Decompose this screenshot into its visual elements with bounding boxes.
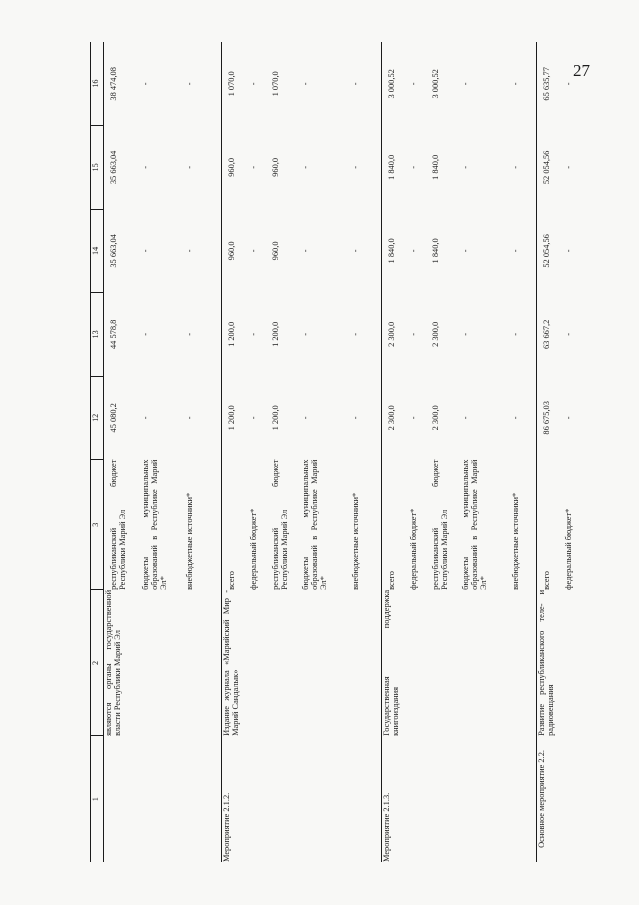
column-header: 13 — [91, 293, 104, 376]
amount-value: - — [408, 416, 418, 420]
amount-value: 1 840,0 — [430, 154, 440, 180]
amount-value: 65 635,77 — [542, 67, 551, 101]
amount-cell — [266, 126, 296, 210]
amount-value: 1 840,0 — [430, 238, 440, 264]
amount-value: - — [408, 332, 418, 336]
amount-cell — [456, 126, 506, 210]
amount-cell — [180, 126, 222, 210]
amount-cell — [537, 376, 559, 460]
amount-value: 2 300,0 — [430, 321, 440, 347]
amount-value: 2 300,0 — [387, 405, 396, 431]
amount-value: - — [300, 165, 310, 169]
amount-value: 1 200,0 — [227, 321, 236, 347]
amount-cell — [266, 293, 296, 376]
amount-cell — [346, 126, 382, 210]
amount-cell — [426, 209, 456, 293]
amount-cell — [537, 293, 559, 376]
amount-cell — [506, 126, 537, 210]
amount-value: 3 000,52 — [387, 69, 396, 99]
amount-cell — [559, 209, 607, 293]
amount-value: - — [184, 165, 194, 169]
amount-cell — [506, 293, 537, 376]
amount-value: - — [510, 165, 520, 169]
amount-cell — [382, 376, 404, 460]
funding-source: бюджеты муниципальных образований в Республике Марий Эл* — [140, 459, 169, 590]
amount-cell — [244, 209, 266, 293]
measure-code — [104, 736, 222, 862]
funding-source-cell — [104, 460, 136, 590]
amount-value: - — [350, 165, 360, 169]
column-header: 2 — [91, 590, 104, 736]
amount-cell — [222, 209, 244, 293]
amount-value: - — [300, 249, 310, 253]
funding-source: федеральный бюджет* — [408, 508, 418, 590]
amount-value: - — [300, 416, 310, 420]
amount-cell — [382, 209, 404, 293]
amount-cell — [104, 42, 136, 126]
amount-value: - — [300, 332, 310, 336]
column-header: 15 — [91, 126, 104, 210]
amount-cell — [266, 42, 296, 126]
amount-value: 44 578,8 — [109, 319, 118, 350]
amount-cell — [180, 42, 222, 126]
funding-source-cell — [180, 460, 222, 590]
funding-source-cell — [426, 460, 456, 590]
table-body — [104, 42, 607, 862]
amount-value: 960,0 — [227, 157, 236, 177]
amount-value: 52 054,56 — [542, 150, 551, 185]
amount-cell — [244, 293, 266, 376]
amount-cell — [296, 293, 346, 376]
funding-source-cell — [346, 460, 382, 590]
amount-value: - — [140, 165, 150, 169]
amount-cell — [222, 376, 244, 460]
funding-source-cell — [382, 460, 404, 590]
amount-cell — [382, 42, 404, 126]
amount-cell — [537, 209, 559, 293]
funding-source-cell — [222, 460, 244, 590]
amount-value: - — [350, 416, 360, 420]
table-row — [222, 42, 244, 862]
funding-source-cell — [266, 460, 296, 590]
amount-value: - — [408, 165, 418, 169]
funding-source: всего — [227, 571, 236, 590]
amount-value: - — [248, 249, 258, 253]
column-number-row — [91, 42, 104, 862]
amount-cell — [244, 376, 266, 460]
amount-cell — [266, 209, 296, 293]
amount-cell — [506, 376, 537, 460]
amount-cell — [180, 293, 222, 376]
funding-source-cell — [559, 460, 607, 590]
amount-value: - — [460, 82, 470, 86]
funding-source: республиканский бюджет Республики Марий Эл — [270, 459, 289, 590]
funding-source: республиканский бюджет Республики Марий Эл — [109, 459, 128, 590]
amount-cell — [104, 126, 136, 210]
amount-value: - — [510, 249, 520, 253]
amount-value: - — [184, 416, 194, 420]
amount-value: 1 200,0 — [227, 405, 236, 431]
amount-cell — [559, 42, 607, 126]
amount-value: - — [140, 332, 150, 336]
rotated-page-content — [90, 42, 605, 862]
amount-cell — [506, 42, 537, 126]
amount-cell — [104, 293, 136, 376]
column-header: 16 — [91, 42, 104, 126]
measure-code: Основное мероприятие 2.2. — [537, 736, 607, 862]
amount-cell — [404, 293, 426, 376]
column-header: 1 — [91, 736, 104, 862]
amount-value: 960,0 — [270, 241, 280, 261]
amount-value: - — [140, 249, 150, 253]
amount-cell — [382, 293, 404, 376]
funding-source: внебюджетные источники* — [350, 492, 360, 590]
amount-cell — [456, 293, 506, 376]
amount-cell — [426, 126, 456, 210]
funding-source: бюджеты муниципальных образований в Республике Марий Эл* — [460, 459, 489, 590]
amount-value: - — [408, 249, 418, 253]
amount-value: - — [140, 416, 150, 420]
amount-cell — [222, 293, 244, 376]
amount-cell — [456, 209, 506, 293]
amount-value: 35 663,04 — [109, 234, 118, 268]
funding-source-cell — [244, 460, 266, 590]
amount-cell — [346, 42, 382, 126]
amount-cell — [136, 126, 180, 210]
amount-cell — [180, 376, 222, 460]
amount-value: 1 070,0 — [227, 71, 236, 97]
amount-value: - — [460, 332, 470, 336]
funding-source-cell — [456, 460, 506, 590]
amount-cell — [404, 126, 426, 210]
amount-value: - — [350, 332, 360, 336]
amount-value: - — [140, 82, 150, 86]
measure-name: являются органы государственной власти Республики Марий Эл — [104, 590, 222, 736]
amount-value: - — [563, 82, 573, 86]
amount-cell — [506, 209, 537, 293]
amount-cell — [296, 42, 346, 126]
amount-cell — [346, 376, 382, 460]
amount-cell — [244, 126, 266, 210]
page-number: 27 — [573, 61, 590, 80]
amount-cell — [136, 42, 180, 126]
table-row — [537, 42, 559, 862]
funding-source-cell — [296, 460, 346, 590]
measure-code: Мероприятие 2.1.2. — [222, 736, 382, 862]
amount-cell — [346, 209, 382, 293]
amount-value: - — [408, 82, 418, 86]
amount-cell — [266, 376, 296, 460]
amount-value: - — [248, 332, 258, 336]
measure-name: Развитие республиканского теле- и радиовещания — [537, 590, 607, 736]
funding-source-cell — [537, 460, 559, 590]
amount-value: 1 840,0 — [387, 238, 396, 264]
amount-cell — [296, 376, 346, 460]
amount-cell — [296, 126, 346, 210]
amount-cell — [136, 209, 180, 293]
amount-cell — [537, 42, 559, 126]
amount-cell — [404, 42, 426, 126]
amount-value: 1 840,0 — [387, 154, 396, 180]
amount-value: 1 070,0 — [270, 71, 280, 97]
amount-cell — [559, 126, 607, 210]
amount-value: - — [248, 416, 258, 420]
column-header: 3 — [91, 460, 104, 590]
amount-cell — [426, 293, 456, 376]
amount-cell — [244, 42, 266, 126]
amount-cell — [559, 376, 607, 460]
funding-source: всего — [387, 571, 396, 590]
amount-cell — [222, 126, 244, 210]
amount-value: - — [184, 249, 194, 253]
amount-cell — [456, 376, 506, 460]
table-row — [382, 42, 404, 862]
funding-source-cell — [506, 460, 537, 590]
amount-value: - — [510, 332, 520, 336]
funding-source-cell — [136, 460, 180, 590]
amount-value: - — [350, 249, 360, 253]
amount-value: 3 000,52 — [430, 69, 440, 99]
funding-source: республиканский бюджет Республики Марий Эл — [430, 459, 449, 590]
amount-value: - — [563, 416, 573, 420]
amount-value: - — [248, 82, 258, 86]
amount-value: - — [460, 416, 470, 420]
amount-cell — [404, 376, 426, 460]
amount-cell — [180, 209, 222, 293]
measure-name: Издание журнала «Марийский Мир - Марий Сандалык» — [222, 590, 382, 736]
column-header: 14 — [91, 209, 104, 293]
amount-value: 45 080,2 — [109, 403, 118, 433]
amount-value: - — [460, 165, 470, 169]
funding-source: внебюджетные источники* — [184, 492, 194, 590]
table-row — [104, 42, 136, 862]
amount-cell — [104, 376, 136, 460]
amount-value: - — [300, 82, 310, 86]
amount-cell — [426, 42, 456, 126]
measure-name: Государственная поддержка книгоиздания — [382, 590, 537, 736]
amount-value: - — [563, 249, 573, 253]
amount-value: 1 200,0 — [270, 405, 280, 431]
funding-source-cell — [404, 460, 426, 590]
column-header: 12 — [91, 376, 104, 460]
measure-code: Мероприятие 2.1.3. — [382, 736, 537, 862]
amount-value: - — [248, 165, 258, 169]
funding-source: внебюджетные источники* — [510, 492, 520, 590]
amount-cell — [136, 376, 180, 460]
amount-value: 960,0 — [227, 241, 236, 261]
amount-value: 52 054,56 — [542, 234, 551, 268]
funding-source: всего — [542, 571, 551, 590]
amount-value: - — [510, 82, 520, 86]
amount-value: - — [350, 82, 360, 86]
amount-cell — [426, 376, 456, 460]
amount-value: 63 667,2 — [542, 319, 551, 350]
amount-value: 2 300,0 — [430, 405, 440, 431]
budget-table — [90, 42, 607, 862]
amount-cell — [456, 42, 506, 126]
amount-cell — [559, 293, 607, 376]
amount-cell — [136, 293, 180, 376]
amount-value: 38 474,08 — [109, 67, 118, 101]
amount-cell — [104, 209, 136, 293]
amount-cell — [404, 209, 426, 293]
amount-value: - — [184, 82, 194, 86]
amount-cell — [346, 293, 382, 376]
amount-cell — [382, 126, 404, 210]
amount-cell — [222, 42, 244, 126]
funding-source: федеральный бюджет* — [563, 508, 573, 590]
amount-value: 86 675,03 — [542, 401, 551, 435]
amount-value: - — [563, 165, 573, 169]
amount-value: 2 300,0 — [387, 321, 396, 347]
amount-value: 1 200,0 — [270, 321, 280, 347]
amount-value: - — [460, 249, 470, 253]
amount-value: 35 663,04 — [109, 150, 118, 185]
amount-value: 960,0 — [270, 157, 280, 177]
funding-source: бюджеты муниципальных образований в Республике Марий Эл* — [300, 459, 329, 590]
amount-value: - — [510, 416, 520, 420]
funding-source: федеральный бюджет* — [248, 508, 258, 590]
amount-cell — [296, 209, 346, 293]
amount-cell — [537, 126, 559, 210]
amount-value: - — [184, 332, 194, 336]
amount-value: - — [563, 332, 573, 336]
